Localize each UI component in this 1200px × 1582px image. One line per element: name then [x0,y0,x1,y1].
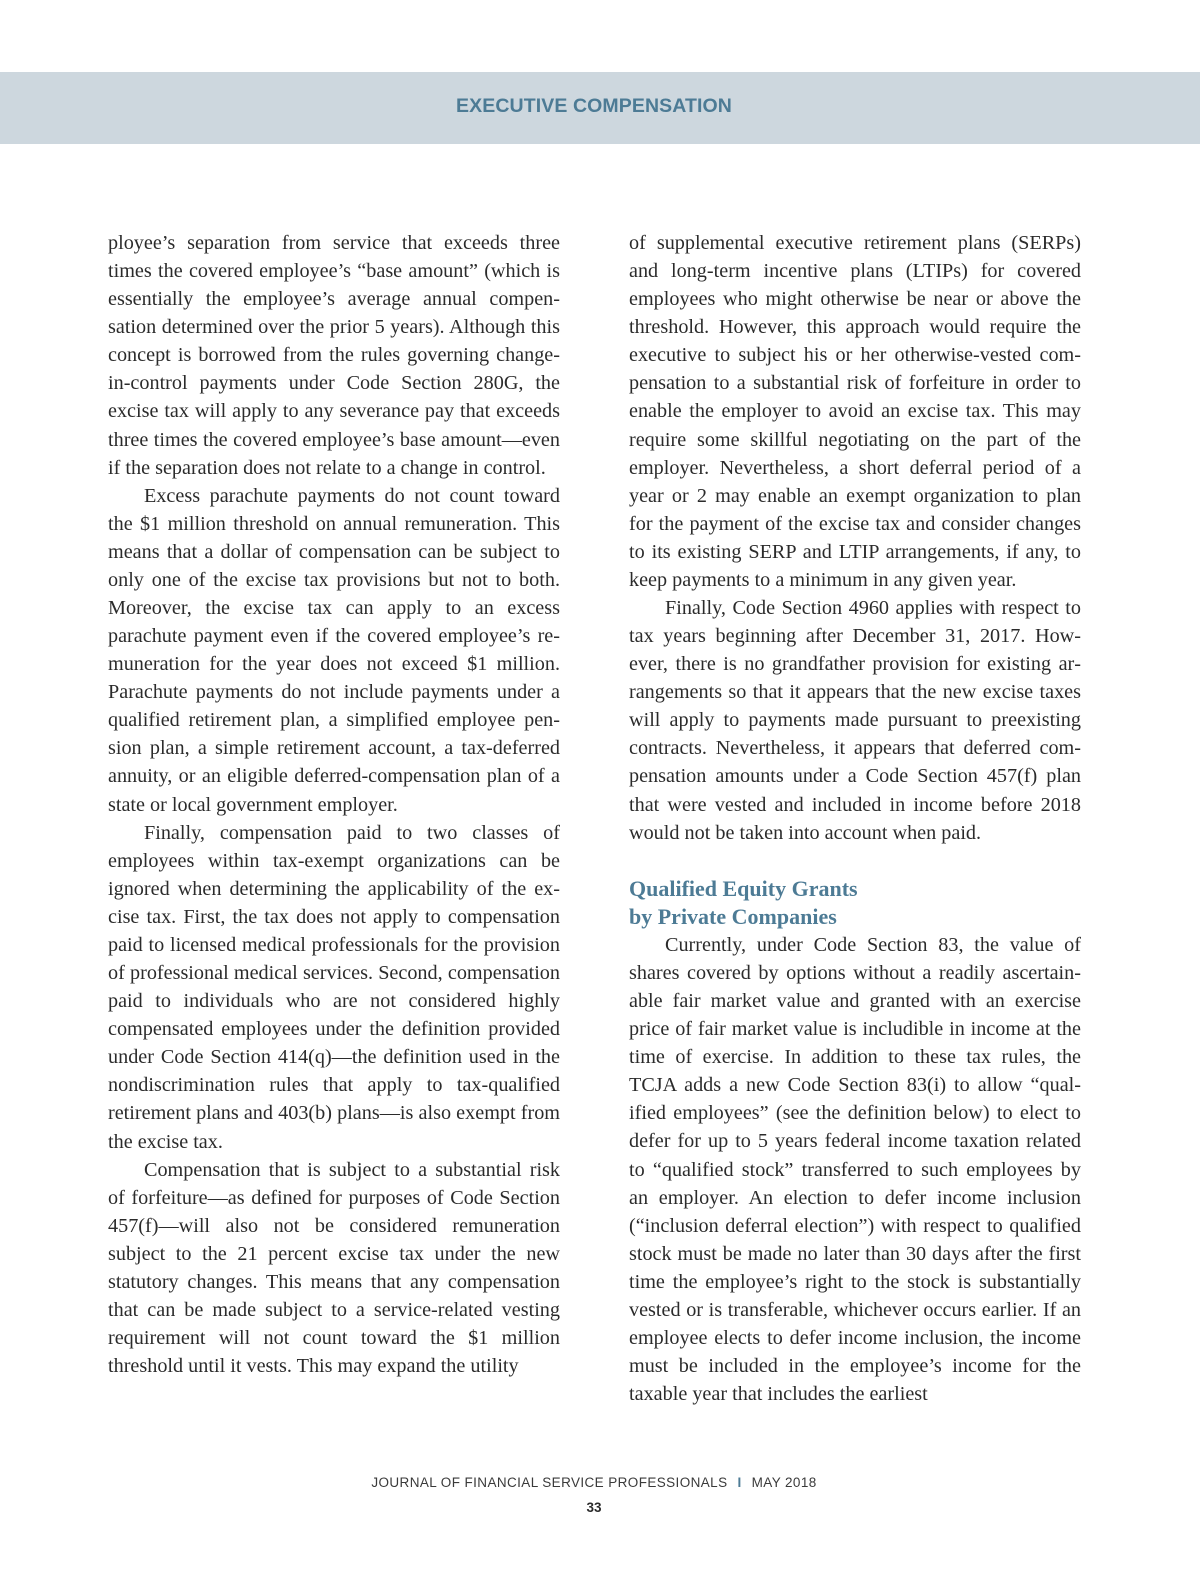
body-paragraph: ployee’s separation from service that exceeds three times the covered employee’s “base amount” (which is essentially the employee’s average annual compensation determined over the prior 5 years). Although this concept is borrowed from the rules governing change-in-control payments under Code Section 280G, the excise tax will apply to any severance pay that exceeds three times the covered employee’s base amount—even if the separation does not relate to a change in control. [108,232,560,479]
right-column [629,229,1081,1408]
issue-date: MAY 2018 [751,1475,817,1490]
body-paragraph: Finally, compensation paid to two classes of employees within tax-exempt organizations can be ignored when determining the applicability of the excise tax. First, the tax does not apply to compensation paid to licensed medical professionals for the provision of professional medical services. Second, compensation paid to individuals who are not considered highly compensated employees under the definition provided under Code Section 414(q)—the definition used in the nondiscrimination rules that apply to tax-qualified retirement plans and 403(b) plans—is also exempt from the excise tax. [108,821,560,1153]
body-paragraph: Finally, Code Section 4960 applies with respect to tax years beginning after December 31, 2017. However, there is no grandfather provision for existing arrangements so that it appears that the new excise taxes will apply to payments made pursuant to preexisting contracts. Nevertheless, it appears that deferred compensation amounts under a Code Section 457(f) plan that were vested and included in income before 2018 would not be taken into account when paid. [629,597,1081,844]
subheading-line: Qualified Equity Grants [629,875,858,901]
body-paragraph: of supplemental executive retirement plans (SERPs) and long-term incentive plans (LTIPs) for covered employees who might otherwise be near or above the threshold. However, this approach would require the executive to subject his or her otherwise-vested compensation to a substantial risk of forfeiture in order to enable the employer to avoid an excise tax. This may require some skillful negotiating on the part of the employer. Nevertheless, a short deferral period of a year or 2 may enable an exempt organization to plan for the payment of the excise tax and consider changes to its existing SERP and LTIP arrangements, if any, to keep payments to a minimum in any given year. [629,232,1081,591]
journal-name: JOURNAL OF FINANCIAL SERVICE PROFESSIONALS [371,1475,728,1490]
footer-running-line [0,1475,1188,1490]
body-paragraph: Currently, under Code Section 83, the value of shares covered by options without a readily ascertainable fair market value and granted with an exercise price of fair market value is includible in income at the time of exercise. In addition to these tax rules, the TCJA adds a new Code Section 83(i) to allow “qualified employees” (see the definition below) to elect to defer for up to 5 years federal income taxation related to “qualified stock” transferred to such employees by an employer. An election to defer income inclusion (“inclusion deferral election”) with respect to qualified stock must be made no later than 30 days after the first time the employee’s right to the stock is substantially vested or is transferable, whichever occurs earlier. If an employee elects to defer income inclusion, the income must be included in the employee’s income for the taxable year that includes the earliest [629,933,1081,1406]
footer-separator: I [737,1475,742,1490]
body-paragraph: Compensation that is subject to a substantial risk of forfeiture—as defined for purposes of Code Section 457(f)—will also not be considered remuneration subject to the 21 percent excise tax under the new statutory changes. This means that any compensation that can be made subject to a service-related vesting requirement will not count toward the $1 million threshold until it vests. This may expand the utility [108,1158,560,1378]
section-title: EXECUTIVE COMPENSATION [456,95,732,117]
left-column [108,229,560,1380]
body-paragraph: Excess parachute payments do not count toward the $1 million threshold on annual remuneration. This means that a dollar of compensation can be subject to only one of the excise tax provisions but not to both. Moreover, the excise tax can apply to an excess parachute payment even if the covered employee’s remuneration for the year does not exceed $1 million. Parachute payments do not include payments under a qualified retirement plan, a simplified employee pension plan, a simple retirement account, a tax-deferred annuity, or an eligible deferred-compensation plan of a state or local government employer. [108,484,560,816]
page-number: 33 [586,1500,602,1515]
section-subheading [629,875,1081,931]
subheading-line: by Private Companies [629,903,837,929]
